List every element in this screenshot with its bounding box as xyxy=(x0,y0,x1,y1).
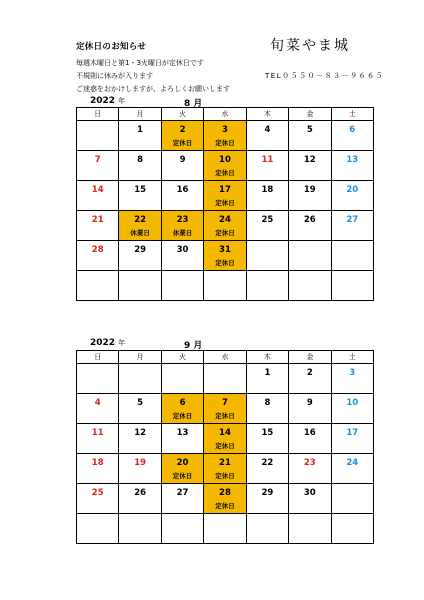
day-cell xyxy=(289,454,331,484)
day-cell xyxy=(289,151,331,181)
day-cell xyxy=(289,271,331,301)
day-number: 24 xyxy=(219,215,231,225)
closed-day-label: 定休日 xyxy=(215,412,235,420)
day-cell xyxy=(331,211,373,241)
day-number: 10 xyxy=(346,398,359,408)
week-row xyxy=(77,514,374,544)
day-cell xyxy=(204,151,246,181)
closed-day-label: 定休日 xyxy=(215,472,235,480)
day-number: 27 xyxy=(346,215,359,225)
day-cell xyxy=(331,424,373,454)
day-cell xyxy=(204,364,246,394)
day-cell xyxy=(77,151,119,181)
week-row xyxy=(77,364,374,394)
day-number: 29 xyxy=(261,488,274,498)
day-number: 23 xyxy=(303,458,316,468)
week-row xyxy=(77,181,374,211)
closed-day-label: 定休日 xyxy=(215,169,235,177)
weekday-header: 日 xyxy=(77,108,119,121)
day-cell xyxy=(119,424,161,454)
day-cell xyxy=(119,454,161,484)
day-number: 14 xyxy=(91,185,104,195)
day-cell xyxy=(77,514,119,544)
week-row xyxy=(77,151,374,181)
day-cell xyxy=(161,271,203,301)
week-row xyxy=(77,454,374,484)
day-number: 14 xyxy=(219,428,231,438)
day-number: 19 xyxy=(134,458,147,468)
day-cell xyxy=(161,424,203,454)
day-number: 31 xyxy=(219,245,231,255)
year-suffix: 年 xyxy=(118,97,126,105)
weekday-header-row xyxy=(77,351,374,364)
store-name: 旬菜やま城 xyxy=(270,38,350,54)
day-number: 24 xyxy=(346,458,359,468)
day-cell xyxy=(246,484,288,514)
closed-day-label: 定休日 xyxy=(215,199,235,207)
weekday-header: 土 xyxy=(331,351,373,364)
closed-day-label: 休業日 xyxy=(130,229,150,237)
day-cell xyxy=(289,181,331,211)
day-number: 12 xyxy=(303,155,316,165)
day-cell xyxy=(77,364,119,394)
day-number: 25 xyxy=(261,215,274,225)
day-number: 1 xyxy=(264,368,271,378)
closed-day-label: 定休日 xyxy=(215,259,235,267)
weekday-header: 水 xyxy=(204,351,246,364)
week-row xyxy=(77,271,374,301)
day-cell xyxy=(331,241,373,271)
day-number: 5 xyxy=(137,398,144,408)
day-cell xyxy=(161,394,203,424)
calendar-heading-september xyxy=(90,338,203,351)
day-cell xyxy=(289,394,331,424)
day-number: 11 xyxy=(261,155,274,165)
day-number: 13 xyxy=(346,155,359,165)
day-cell xyxy=(119,121,161,151)
day-number: 2 xyxy=(179,125,186,135)
day-cell xyxy=(204,181,246,211)
day-cell xyxy=(204,241,246,271)
day-number: 3 xyxy=(349,368,356,378)
day-cell xyxy=(246,211,288,241)
closed-day-label: 定休日 xyxy=(215,502,235,510)
closed-day-label: 定休日 xyxy=(215,442,235,450)
weekday-header: 火 xyxy=(161,108,203,121)
day-number: 2 xyxy=(306,368,313,378)
day-cell xyxy=(289,514,331,544)
day-cell xyxy=(161,151,203,181)
day-number: 23 xyxy=(176,215,189,225)
day-number: 3 xyxy=(222,125,228,135)
day-cell xyxy=(246,394,288,424)
day-number: 7 xyxy=(94,155,101,165)
day-number: 4 xyxy=(264,125,271,135)
day-number: 17 xyxy=(346,428,359,438)
week-row xyxy=(77,394,374,424)
day-cell xyxy=(77,394,119,424)
day-cell xyxy=(204,271,246,301)
day-cell xyxy=(246,454,288,484)
day-cell xyxy=(77,121,119,151)
day-cell xyxy=(77,454,119,484)
calendar-heading-august xyxy=(90,96,203,109)
month-label: 8 月 xyxy=(184,99,203,109)
day-cell xyxy=(331,181,373,211)
day-cell xyxy=(204,211,246,241)
day-cell xyxy=(331,121,373,151)
day-number: 16 xyxy=(176,185,189,195)
day-number: 16 xyxy=(303,428,316,438)
day-cell xyxy=(119,484,161,514)
day-cell xyxy=(119,241,161,271)
day-number: 18 xyxy=(91,458,104,468)
day-number: 13 xyxy=(176,428,189,438)
day-number: 29 xyxy=(134,245,147,255)
year-suffix: 年 xyxy=(118,339,126,347)
day-number: 28 xyxy=(91,245,104,255)
day-number: 21 xyxy=(219,458,231,468)
weekday-header: 木 xyxy=(246,351,288,364)
week-row xyxy=(77,484,374,514)
day-number: 19 xyxy=(303,185,316,195)
weekday-header: 土 xyxy=(331,108,373,121)
day-number: 7 xyxy=(222,398,228,408)
day-cell xyxy=(161,514,203,544)
closed-day-label: 定休日 xyxy=(172,472,193,480)
day-cell xyxy=(289,121,331,151)
day-cell xyxy=(246,181,288,211)
day-cell xyxy=(161,454,203,484)
day-number: 1 xyxy=(137,125,144,135)
day-cell xyxy=(204,121,246,151)
week-row xyxy=(77,424,374,454)
day-cell xyxy=(331,151,373,181)
closed-day-label: 定休日 xyxy=(172,139,193,147)
closed-day-label: 定休日 xyxy=(215,139,235,147)
day-cell xyxy=(331,364,373,394)
day-number: 15 xyxy=(261,428,274,438)
day-number: 4 xyxy=(94,398,101,408)
day-cell xyxy=(119,211,161,241)
phone-number: TEL０５５０－８３－９６６５ xyxy=(265,72,385,80)
weekday-header: 火 xyxy=(161,351,203,364)
day-cell xyxy=(77,271,119,301)
day-cell xyxy=(204,484,246,514)
day-cell xyxy=(161,241,203,271)
day-cell xyxy=(119,151,161,181)
day-cell xyxy=(246,241,288,271)
notice-line-3: ご迷惑をおかけしますが、よろしくお願いします xyxy=(76,85,230,93)
weekday-header: 水 xyxy=(204,108,246,121)
notice-line-2: 不規則に休みが入ります xyxy=(76,72,153,80)
day-cell xyxy=(119,181,161,211)
day-number: 30 xyxy=(303,488,316,498)
week-row xyxy=(77,211,374,241)
day-cell xyxy=(289,241,331,271)
day-number: 9 xyxy=(306,398,313,408)
day-cell xyxy=(77,241,119,271)
day-number: 6 xyxy=(349,125,356,135)
day-cell xyxy=(331,514,373,544)
day-cell xyxy=(204,514,246,544)
day-number: 25 xyxy=(91,488,104,498)
day-cell xyxy=(331,271,373,301)
calendar-august xyxy=(76,107,374,301)
day-cell xyxy=(161,121,203,151)
notice-line-1: 毎週木曜日と第1・3火曜日が定休日です xyxy=(76,59,204,67)
day-cell xyxy=(77,211,119,241)
day-cell xyxy=(246,151,288,181)
closed-day-label: 休業日 xyxy=(172,229,193,237)
closed-day-label: 定休日 xyxy=(215,229,235,237)
calendar-september xyxy=(76,350,374,544)
day-cell xyxy=(331,454,373,484)
day-number: 22 xyxy=(261,458,274,468)
day-number: 21 xyxy=(91,215,104,225)
day-number: 9 xyxy=(179,155,186,165)
weekday-header: 月 xyxy=(119,351,161,364)
day-cell xyxy=(161,364,203,394)
day-cell xyxy=(289,484,331,514)
day-cell xyxy=(246,364,288,394)
day-number: 30 xyxy=(176,245,189,255)
day-cell xyxy=(161,484,203,514)
weekday-header-row xyxy=(77,108,374,121)
day-cell xyxy=(289,211,331,241)
day-number: 26 xyxy=(134,488,147,498)
day-number: 10 xyxy=(219,155,231,165)
day-number: 27 xyxy=(176,488,189,498)
week-row xyxy=(77,241,374,271)
day-number: 8 xyxy=(137,155,144,165)
day-number: 15 xyxy=(134,185,147,195)
day-cell xyxy=(289,424,331,454)
weekday-header: 金 xyxy=(289,108,331,121)
weekday-header: 木 xyxy=(246,108,288,121)
day-number: 22 xyxy=(134,215,147,225)
day-number: 18 xyxy=(261,185,274,195)
day-cell xyxy=(119,394,161,424)
day-number: 5 xyxy=(306,125,313,135)
day-cell xyxy=(161,181,203,211)
year-label: 2022 xyxy=(90,96,116,106)
day-cell xyxy=(119,271,161,301)
day-cell xyxy=(246,271,288,301)
day-cell xyxy=(246,424,288,454)
day-cell xyxy=(77,424,119,454)
day-cell xyxy=(204,454,246,484)
day-cell xyxy=(204,394,246,424)
day-number: 20 xyxy=(176,458,189,468)
day-number: 28 xyxy=(219,488,231,498)
day-cell xyxy=(119,514,161,544)
day-cell xyxy=(246,514,288,544)
day-cell xyxy=(119,364,161,394)
week-row xyxy=(77,121,374,151)
day-number: 8 xyxy=(264,398,271,408)
weekday-header: 月 xyxy=(119,108,161,121)
year-label: 2022 xyxy=(90,338,116,348)
day-cell xyxy=(246,121,288,151)
day-cell xyxy=(289,364,331,394)
month-label: 9 月 xyxy=(184,341,203,351)
weekday-header: 金 xyxy=(289,351,331,364)
day-cell xyxy=(331,394,373,424)
day-number: 12 xyxy=(134,428,147,438)
day-number: 6 xyxy=(179,398,186,408)
day-cell xyxy=(204,424,246,454)
day-number: 11 xyxy=(91,428,104,438)
day-cell xyxy=(77,484,119,514)
day-cell xyxy=(77,181,119,211)
closed-day-label: 定休日 xyxy=(172,412,193,420)
weekday-header: 日 xyxy=(77,351,119,364)
notice-title: 定休日のお知らせ xyxy=(76,42,147,52)
day-cell xyxy=(161,211,203,241)
day-cell xyxy=(331,484,373,514)
day-number: 26 xyxy=(303,215,316,225)
day-number: 17 xyxy=(219,185,231,195)
day-number: 20 xyxy=(346,185,359,195)
